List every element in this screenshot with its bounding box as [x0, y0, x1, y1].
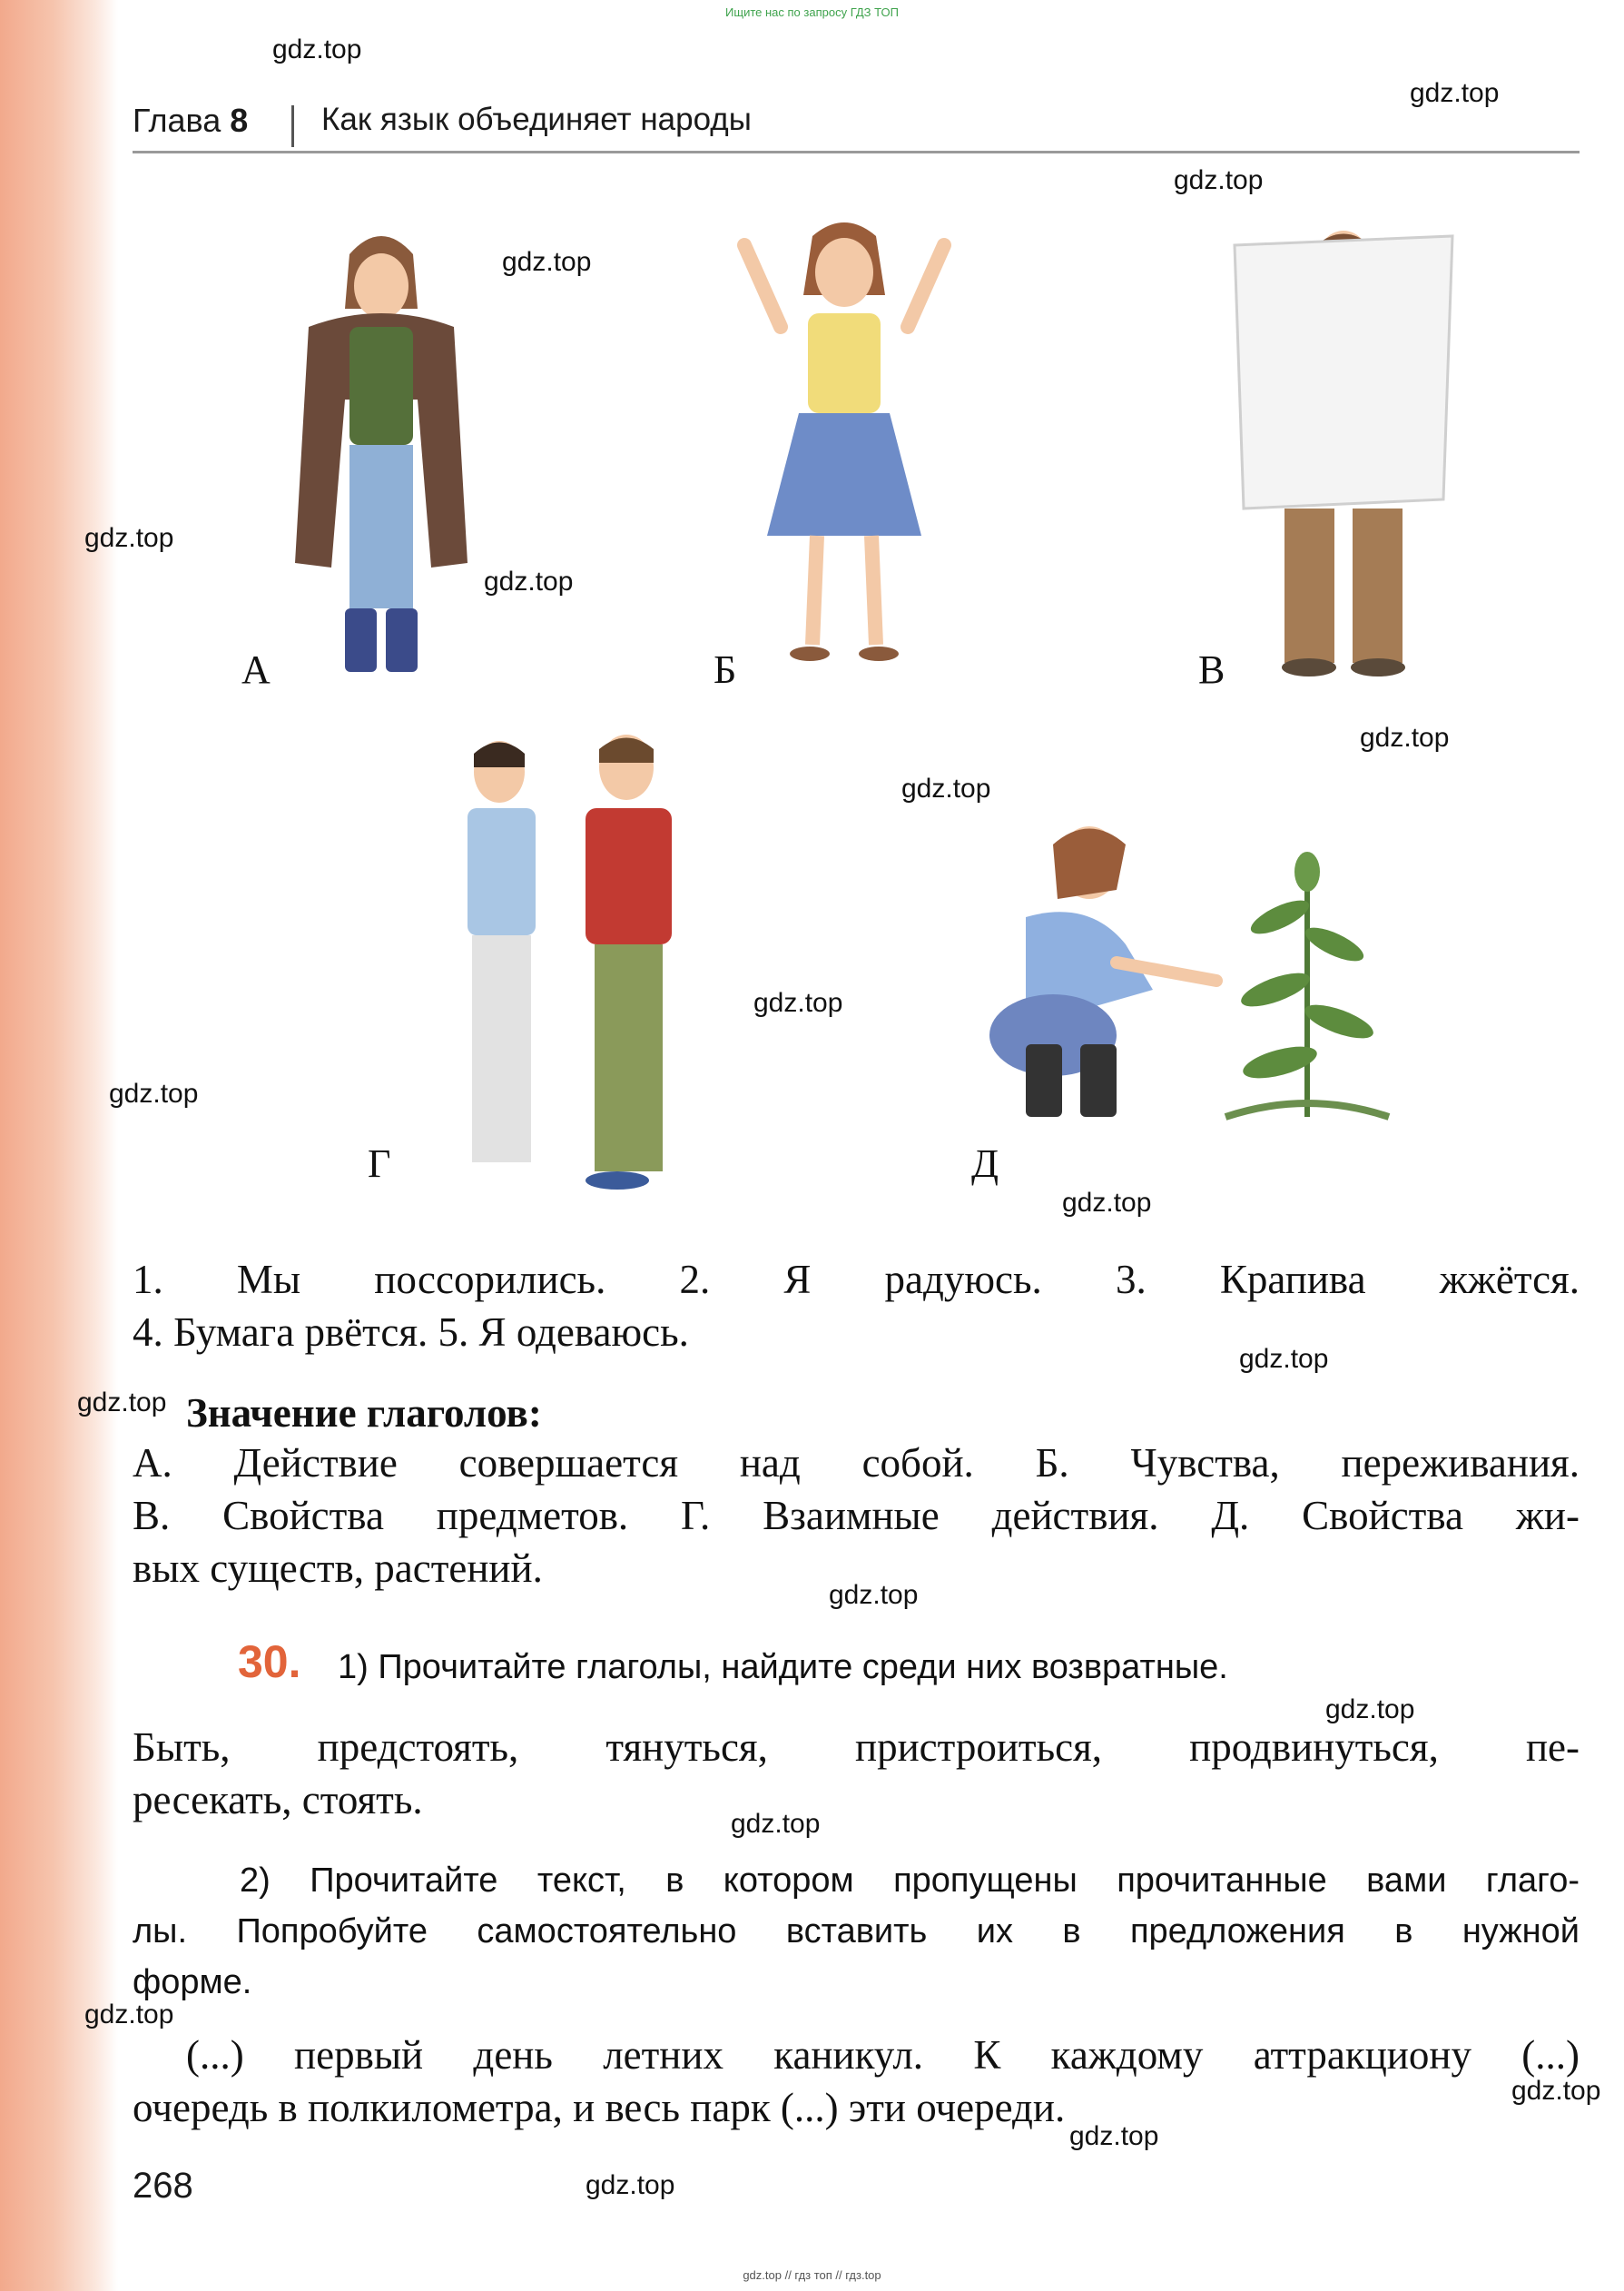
watermark: gdz.top [77, 1387, 167, 1417]
chapter-word: Глава [133, 102, 221, 139]
bottom-hint: gdz.top // гдз топ // гдз.top [743, 2268, 881, 2282]
task-30-verbs-line-1: Быть, предстоять, тянуться, пристроиться, продвинуться, пе- [133, 1724, 1580, 1770]
watermark: gdz.top [1325, 1694, 1415, 1724]
page-header [133, 98, 1580, 153]
figure-label-v: В [1198, 647, 1225, 692]
watermark: gdz.top [1069, 2121, 1159, 2151]
header-separator [291, 105, 294, 147]
sentences-line-2: 4. Бумага рвётся. 5. Я одеваюсь. [133, 1309, 689, 1355]
chapter-number: 8 [230, 102, 249, 139]
chapter-title: Как язык объединяет народы [321, 102, 752, 137]
task-30-text-line-2: очередь в полкилометра, и весь парк (...) эти очереди. [133, 2085, 1066, 2130]
watermark: gdz.top [1511, 2076, 1601, 2106]
watermark: gdz.top [731, 1809, 821, 1839]
page-number: 268 [133, 2166, 193, 2206]
task-30-verbs-line-2: ресекать, стоять. [133, 1777, 423, 1822]
watermark: gdz.top [502, 247, 592, 277]
page-edge [0, 0, 118, 2291]
watermark: gdz.top [1410, 78, 1500, 108]
watermark: gdz.top [1360, 723, 1450, 753]
illustration-two-boys [427, 726, 726, 1199]
watermark: gdz.top [84, 523, 174, 553]
watermark: gdz.top [1174, 165, 1264, 195]
meanings-line-2: В. Свойства предметов. Г. Взаимные действия. Д. Свойства жи- [133, 1493, 1580, 1538]
watermark: gdz.top [586, 2170, 675, 2200]
figure-label-g: Г [368, 1141, 391, 1186]
sentences-line-1: 1. Мы поссорились. 2. Я радуюсь. 3. Крапива жжётся. [133, 1257, 1580, 1302]
watermark: gdz.top [829, 1580, 919, 1610]
illustration-girl-nettle [971, 808, 1398, 1135]
watermark: gdz.top [1239, 1344, 1329, 1374]
watermark: gdz.top [84, 2000, 174, 2029]
task-30-part-2-line-2: лы. Попробуйте самостоятельно вставить их в предложения в нужной [133, 1912, 1580, 1950]
task-number: 30. [238, 1636, 301, 1687]
watermark: gdz.top [1062, 1188, 1152, 1218]
meanings-heading: Значение глаголов: [186, 1390, 542, 1436]
meanings-line-3: вых существ, растений. [133, 1545, 543, 1591]
meanings-line-1: А. Действие совершается над собой. Б. Чувства, переживания. [133, 1440, 1580, 1486]
task-30-text-line-1: (...) первый день летних каникул. К каждому аттракциону (...) [186, 2032, 1580, 2078]
top-hint: Ищите нас по запросу ГДЗ ТОП [725, 5, 899, 19]
task-30-part-2-line-3: форме. [133, 1963, 252, 2001]
watermark: gdz.top [753, 988, 843, 1018]
illustration-girl-coat [272, 218, 490, 690]
watermark: gdz.top [272, 35, 362, 64]
watermark: gdz.top [484, 567, 574, 597]
illustration-girl-joyful [726, 209, 962, 681]
figure-label-a: А [241, 647, 271, 692]
chapter-label [133, 102, 248, 140]
illustration-boy-paper [1216, 209, 1471, 681]
watermark: gdz.top [109, 1079, 199, 1109]
task-30-part-1-text: 1) Прочитайте глаголы, найдите среди них возвратные. [338, 1648, 1228, 1686]
figure-label-b: Б [714, 647, 737, 692]
figure-label-d: Д [971, 1141, 999, 1186]
task-30-part-2-line-1: 2) Прочитайте текст, в котором пропущены прочитанные вами глаго- [240, 1861, 1580, 1900]
watermark: gdz.top [901, 774, 991, 804]
